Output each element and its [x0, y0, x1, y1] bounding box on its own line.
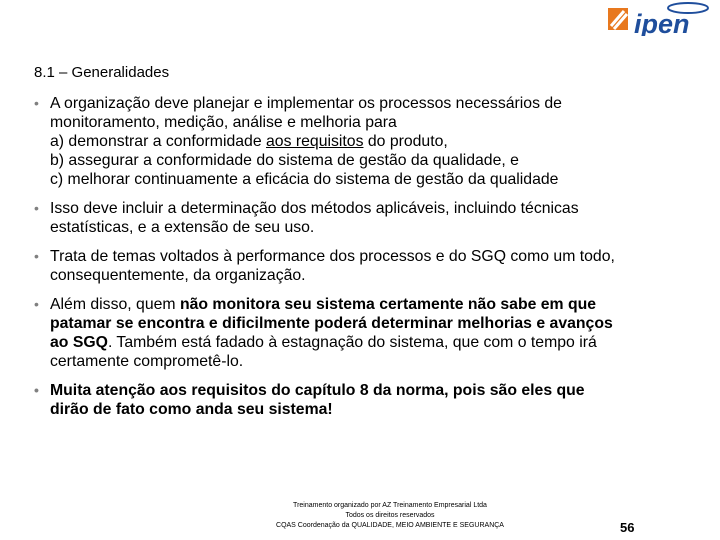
- bullet-item-5: [32, 381, 712, 419]
- footer-line-3: CQAS Coordenação da QUALIDADE, MEIO AMBIENTE E SEGURANÇA: [276, 522, 504, 529]
- bullet-4-line-3-a: ao SGQ: [50, 334, 108, 351]
- bullet-4-line-1: [50, 295, 712, 314]
- logo-text: ipen: [634, 9, 690, 36]
- ipen-logo: [606, 2, 716, 36]
- bullet-dot-icon: •: [34, 95, 39, 111]
- bullet-1-line-3-pre: a) demonstrar a conformidade: [50, 133, 266, 150]
- bullet-5-line-2: dirão de fato como anda seu sistema!: [50, 401, 333, 418]
- page-number: 56: [620, 520, 635, 535]
- bullet-item-3: [32, 247, 712, 285]
- bullet-5-line-1: Muita atenção aos requisitos do capítulo 8 da norma, pois são eles que: [50, 382, 585, 399]
- bullet-1-line-2: monitoramento, medição, análise e melhoria para: [50, 114, 397, 131]
- bullet-1-line-5: c) melhorar continuamente a eficácia do sistema de gestão da qualidade: [50, 171, 559, 188]
- bullet-item-1: [32, 94, 712, 189]
- ipen-logo-icon: [606, 2, 716, 36]
- bullet-1-line-1: A organização deve planejar e implementar os processos necessários de: [50, 95, 562, 112]
- bullet-4-line-4: certamente comprometê-lo.: [50, 353, 244, 370]
- section-title: 8.1 – Generalidades: [34, 64, 170, 81]
- bullet-3-line-2: consequentemente, da organização.: [50, 267, 306, 284]
- bullet-2-line-1: Isso deve incluir a determinação dos métodos aplicáveis, incluindo técnicas: [50, 200, 579, 217]
- bullet-list: [32, 94, 712, 429]
- underlined-requisitos: aos requisitos: [266, 133, 364, 150]
- bullet-3-line-1: Trata de temas voltados à performance dos processos e do SGQ como um todo,: [50, 248, 615, 265]
- bullet-1-line-4: b) assegurar a conformidade do sistema de gestão da qualidade, e: [50, 152, 519, 169]
- bullet-1-line-3-post: do produto,: [363, 133, 448, 150]
- bullet-4-line-1-a: Além disso, quem: [50, 296, 180, 313]
- bullet-4-line-3: [50, 333, 712, 352]
- footer-line-1: Treinamento organizado por AZ Treinamento Empresarial Ltda: [293, 502, 487, 509]
- bullet-4-line-3-b: . Também está fadado à estagnação do sistema, que com o tempo irá: [107, 334, 597, 351]
- bullet-1-line-3: [50, 132, 712, 151]
- bullet-2-line-2: estatísticas, e a extensão de seu uso.: [50, 219, 315, 236]
- bullet-dot-icon: •: [34, 296, 39, 312]
- bullet-4-line-1-b: não monitora seu sistema certamente não sabe em que: [179, 296, 597, 313]
- bullet-dot-icon: •: [34, 382, 39, 398]
- bullet-item-4: [32, 295, 712, 371]
- bullet-dot-icon: •: [34, 248, 39, 264]
- bullet-item-2: [32, 199, 712, 237]
- bullet-4-line-2: patamar se encontra e dificilmente poderá determinar melhorias e avanços: [50, 315, 613, 332]
- bullet-dot-icon: •: [34, 200, 39, 216]
- footer: [240, 501, 540, 531]
- footer-line-2: Todos os direitos reservados: [345, 512, 435, 519]
